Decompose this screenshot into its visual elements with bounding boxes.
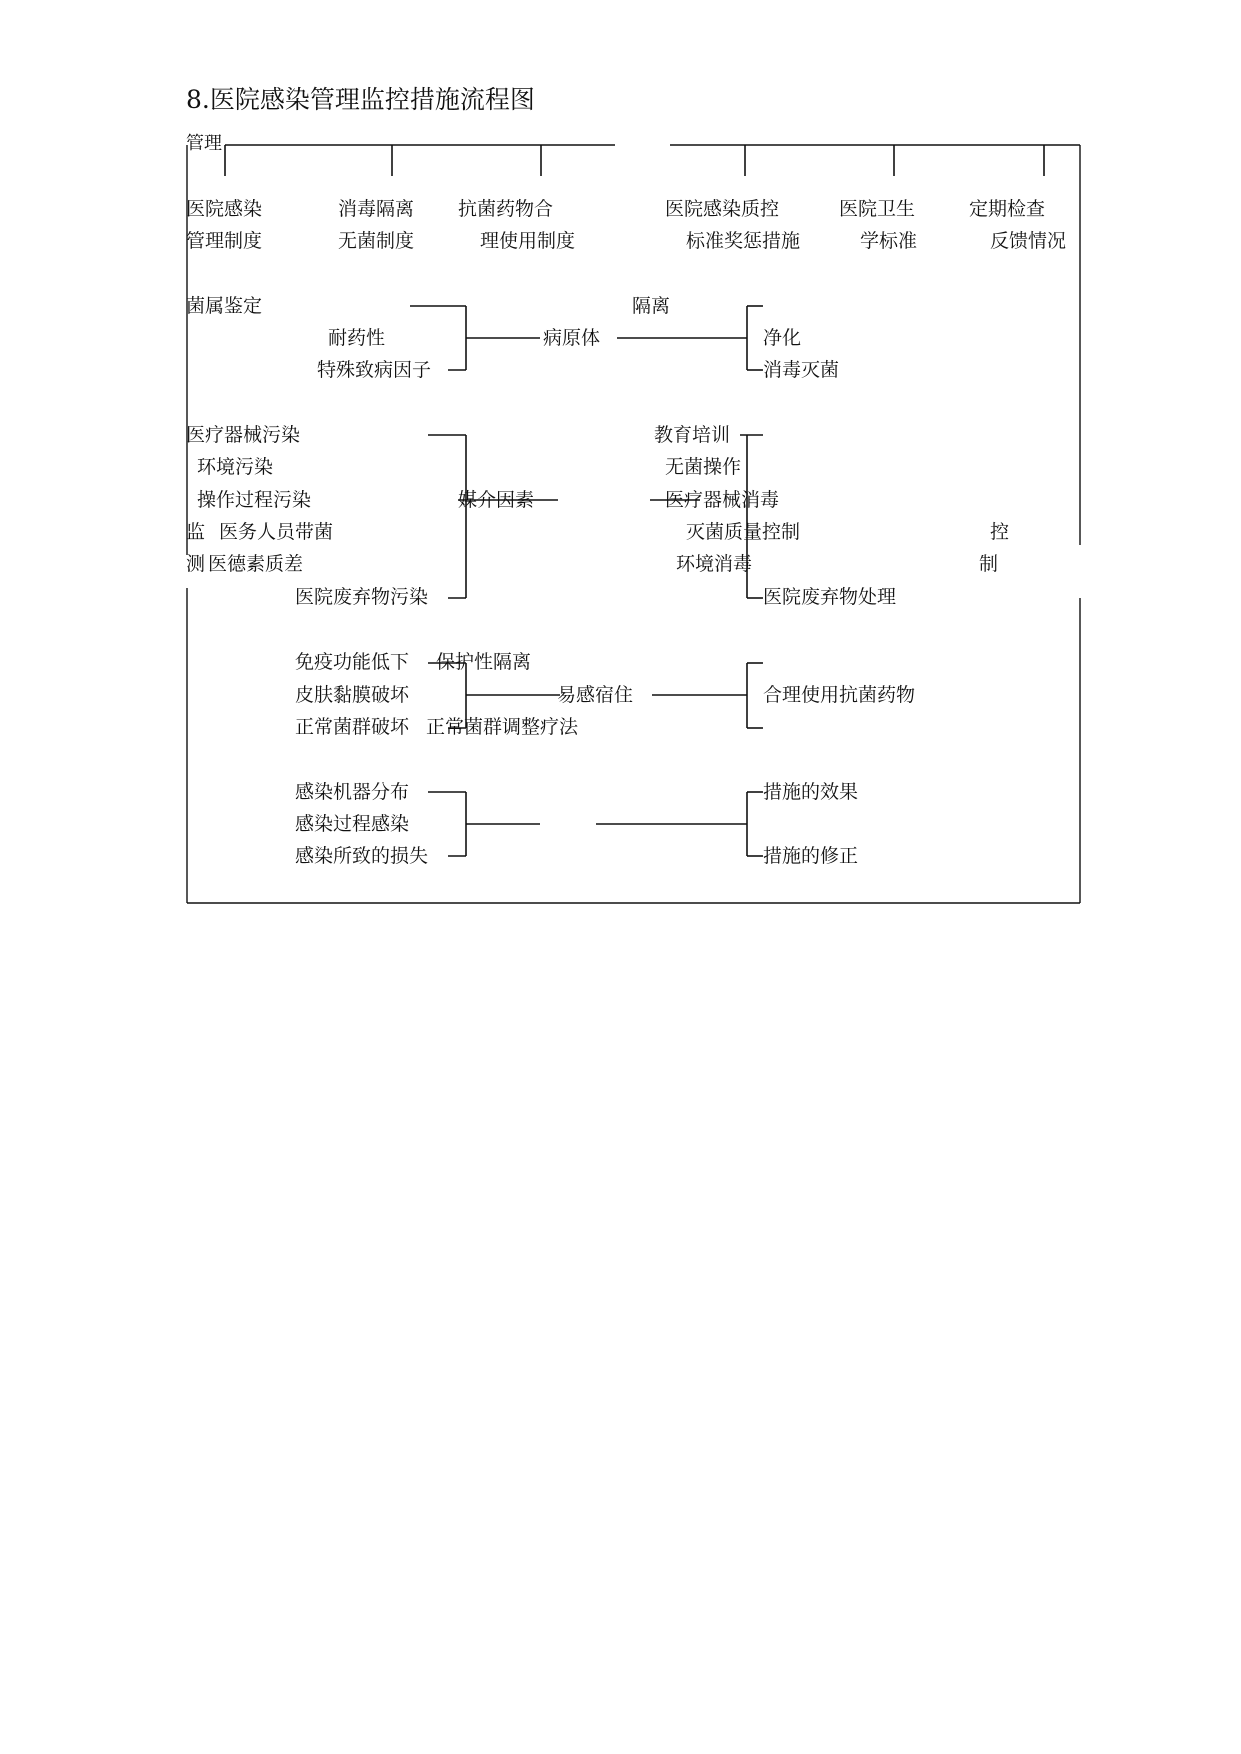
control-label-2: 制 xyxy=(979,553,999,575)
medium-left-1: 医疗器械污染 xyxy=(186,424,301,446)
mgmt-item-2-line1: 消毒隔离 xyxy=(338,198,415,220)
host-right-3: 正常菌群调整疗法 xyxy=(426,716,579,738)
host-center: 易感宿住 xyxy=(557,684,634,706)
medium-right-4: 灭菌质量控制 xyxy=(686,521,801,543)
medium-right-3: 医疗器械消毒 xyxy=(665,489,780,511)
medium-left-3: 操作过程污染 xyxy=(197,489,312,511)
pathogen-right-3: 消毒灭菌 xyxy=(763,359,840,381)
medium-right-6: 医院废弃物处理 xyxy=(763,586,897,608)
host-left-2: 皮肤黏膜破坏 xyxy=(295,684,410,706)
pathogen-right-2: 净化 xyxy=(763,327,802,349)
pathogen-left-1: 菌属鉴定 xyxy=(186,295,263,317)
mgmt-item-1-line1: 医院感染 xyxy=(186,198,263,220)
pathogen-center: 病原体 xyxy=(543,327,601,349)
mgmt-item-2-line2: 无菌制度 xyxy=(338,230,415,252)
medium-left-4: 医务人员带菌 xyxy=(219,521,334,543)
mgmt-item-3-line1: 抗菌药物合 xyxy=(458,198,554,220)
mgmt-item-5-line2: 学标准 xyxy=(860,230,918,252)
diagram-title: 8.医院感染管理监控措施流程图 xyxy=(186,85,535,114)
evaluation-right-1: 措施的效果 xyxy=(763,781,859,803)
pathogen-right-1: 隔离 xyxy=(632,295,671,317)
medium-right-1: 教育培训 xyxy=(654,424,731,446)
evaluation-right-2: 措施的修正 xyxy=(763,845,859,867)
evaluation-left-3: 感染所致的损失 xyxy=(295,845,429,867)
evaluation-left-1: 感染机器分布 xyxy=(295,781,410,803)
mgmt-item-5-line1: 医院卫生 xyxy=(839,198,916,220)
host-left-1: 免疫功能低下 xyxy=(295,651,410,673)
mgmt-item-6-line1: 定期检查 xyxy=(969,198,1046,220)
medium-left-5: 医德素质差 xyxy=(208,553,304,575)
medium-left-2: 环境污染 xyxy=(197,456,274,478)
evaluation-left-2: 感染过程感染 xyxy=(295,813,410,835)
monitor-label-2: 测 xyxy=(186,553,206,575)
medium-right-5: 环境消毒 xyxy=(676,553,753,575)
pathogen-left-3: 特殊致病因子 xyxy=(317,359,432,381)
control-label-1: 控 xyxy=(990,521,1010,543)
management-label: 管理 xyxy=(186,133,222,154)
mgmt-item-4-line1: 医院感染质控 xyxy=(665,198,780,220)
pathogen-left-2: 耐药性 xyxy=(328,327,386,349)
mgmt-item-3-line2: 理使用制度 xyxy=(480,230,576,252)
mgmt-item-6-line2: 反馈情况 xyxy=(990,230,1067,252)
host-right-2: 合理使用抗菌药物 xyxy=(763,684,916,706)
medium-center: 媒介因素 xyxy=(458,489,535,511)
medium-left-6: 医院废弃物污染 xyxy=(295,586,429,608)
medium-right-2: 无菌操作 xyxy=(665,456,742,478)
mgmt-item-4-line2: 标准奖惩措施 xyxy=(686,230,801,252)
mgmt-item-1-line2: 管理制度 xyxy=(186,230,263,252)
monitor-label-1: 监 xyxy=(186,521,206,543)
host-right-1: 保护性隔离 xyxy=(436,651,532,673)
host-left-3: 正常菌群破坏 xyxy=(295,716,410,738)
